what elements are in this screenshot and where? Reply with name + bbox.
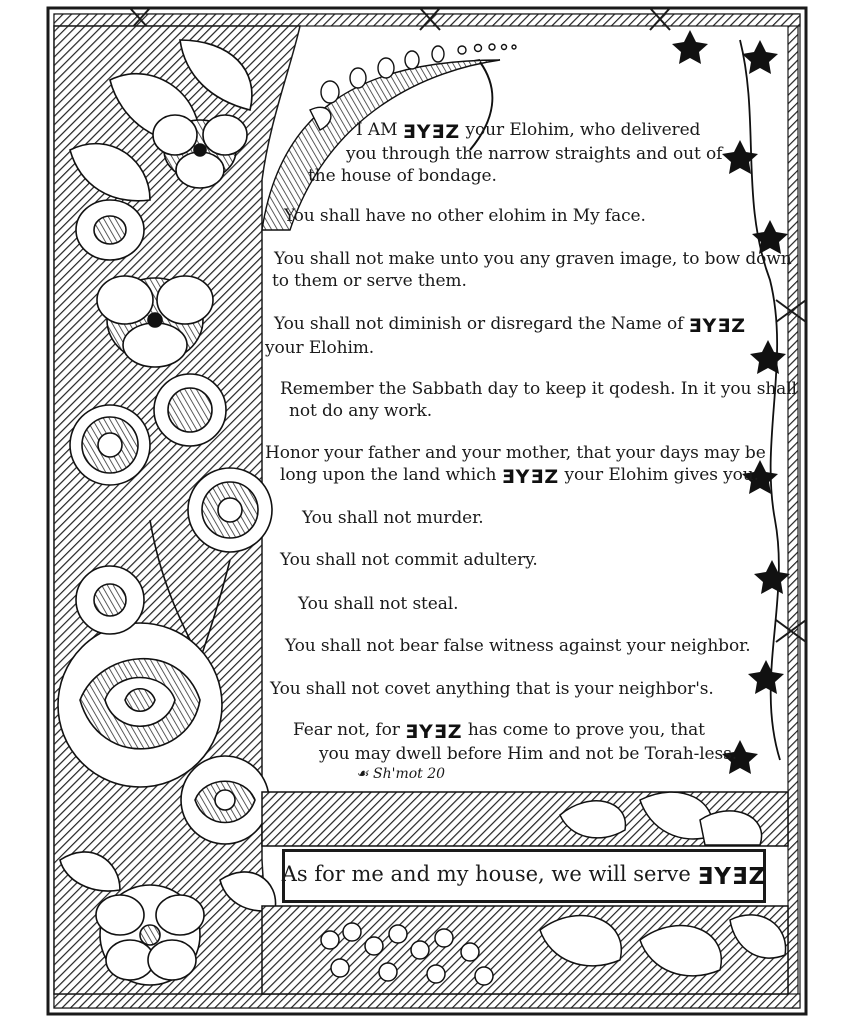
divine-name-glyph: ƎYƎZ (405, 721, 463, 743)
commandment-11 (270, 678, 714, 700)
c11-line1: You shall not covet anything that is your neighbor's. (270, 679, 714, 699)
c10-line1: You shall not bear false witness against your neighbor. (285, 636, 751, 656)
scripture-source (356, 766, 445, 782)
commandment-7 (302, 507, 484, 529)
wild-rose (96, 885, 204, 985)
commandment-4 (265, 313, 746, 359)
c1-line3: the house of bondage. (308, 166, 497, 186)
divine-name-glyph: ƎYƎZ (402, 121, 461, 143)
commandment-6 (265, 442, 766, 488)
motto-box (282, 849, 766, 903)
c8-line1: You shall not commit adultery. (280, 550, 538, 570)
c5-line2: not do any work. (289, 401, 433, 421)
fleuron-icon: ☙ (356, 766, 369, 782)
c6-line1: Honor your father and your mother, that your days may be (265, 443, 766, 463)
commandment-12 (293, 719, 737, 765)
commandment-2 (284, 205, 646, 227)
rose-large (58, 623, 222, 787)
c12-line1b: has come to prove you, that (462, 720, 705, 740)
c1-line1b: your Elohim, who delivered (460, 120, 701, 140)
c4-line1a: You shall not diminish or disregard the Name of (274, 314, 689, 334)
c5-line1: Remember the Sabbath day to keep it qodesh. In it you shall (280, 379, 797, 399)
motto-text: As for me and my house, we will serve (281, 862, 698, 886)
c12-line1a: Fear not, for (293, 720, 406, 740)
commandment-10 (285, 635, 751, 657)
motto (282, 862, 766, 890)
c9-line1: You shall not steal. (298, 594, 459, 614)
divine-name-glyph: ƎYƎZ (697, 864, 767, 890)
source-reference: Sh'mot 20 (373, 766, 446, 782)
commandment-8 (280, 549, 538, 571)
c1-line1a: I AM (356, 120, 403, 140)
commandment-3 (272, 248, 792, 292)
commandment-5 (280, 378, 797, 422)
commandment-9 (298, 593, 458, 615)
c7-line1: You shall not murder. (302, 508, 484, 528)
c4-line2: your Elohim. (265, 338, 375, 358)
commandment-1 (308, 119, 722, 187)
pansy-upper-left (76, 200, 144, 260)
c2-line1: You shall have no other elohim in My face. (284, 206, 646, 226)
c3-line1: You shall not make unto you any graven image, to bow down (274, 249, 792, 269)
c3-line2: to them or serve them. (272, 271, 467, 291)
c1-line2: you through the narrow straights and out of (346, 144, 723, 164)
c12-line2: you may dwell before Him and not be Torah-less. (319, 744, 738, 764)
c6-line2a: long upon the land which (280, 465, 502, 485)
c6-line2b: your Elohim gives you. (559, 465, 759, 485)
divine-name-glyph: ƎYƎZ (688, 315, 747, 337)
divine-name-glyph: ƎYƎZ (501, 466, 560, 488)
